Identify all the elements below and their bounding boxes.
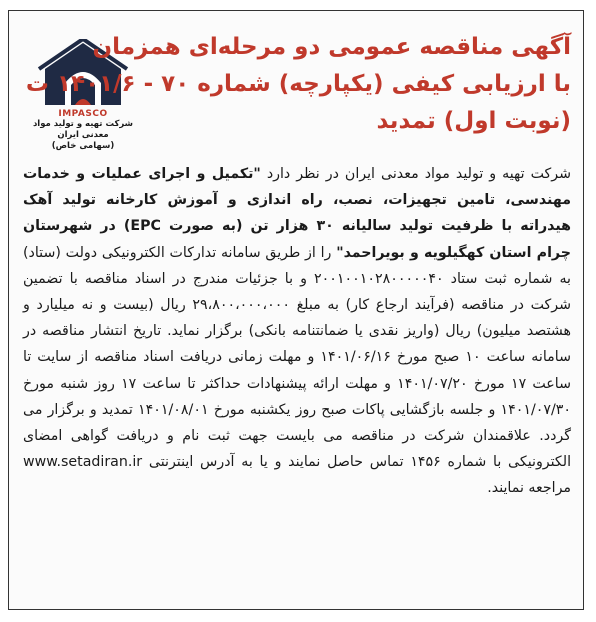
- project-title: "تکمیل و اجرای عملیات و خدمات مهندسی، تامین تجهیزات، نصب، راه اندازی و آموزش کارخانه تولید آهک هیدراته با ظرفیت تولید سالیانه ۳۰ هزار تن (به صورت EPC) در شهرستان چرام استان کهگیلویه و بویراحمد": [23, 166, 572, 261]
- body-intro: شرکت تهیه و تولید مواد معدنی ایران در نظر دارد: [260, 166, 571, 182]
- title-line-1: آگهی مناقصه عمومی دو مرحله‌ای همزمان: [92, 34, 571, 60]
- body-details: را از طریق سامانه تدارکات الکترونیکی دولت (ستاد) به شماره ثبت ستاد ۲۰۰۱۰۰۱۰۲۸۰۰۰۰۰۴۰ و با جزئیات مندرج در اسناد مناقصه با تضمین شرکت در مناقصه (فرآیند ارجاع کار) به مبلغ ۲۹،۸۰۰،۰۰۰،۰۰۰ ریال (بیست و نه میلیارد و هشتصد میلیون) ریال (واریز نقدی یا ضمانتنامه بانکی) برگزار نماید. تاریخ انتشار مناقصه در سامانه ساعت ۱۰ صبح مورخ ۱۴۰۱/۰۶/۱۶ و مهلت زمانی دریافت اسناد مناقصه از سایت تا ساعت ۱۷ مورخ ۱۴۰۱/۰۷/۲۰ و مهلت ارائه پیشنهادات حداکثر تا ساعت ۱۷ روز شنبه مورخ ۱۴۰۱/۰۷/۳۰ و جلسه بازگشایی پاکات صبح روز یکشنبه مورخ ۱۴۰۱/۰۸/۰۱ تمدید و برگزار می گردد. علاقمندان شرکت در مناقصه می بایست جهت ثبت نام و دریافت گواهی امضای الکترونیکی با شماره ۱۴۵۶ تماس حاصل نمایند و یا به آدرس اینترنتی: [23, 244, 572, 471]
- logo-company-name: شرکت تهیه و تولید مواد معدنی ایران: [32, 119, 134, 140]
- notice-header: [9, 11, 583, 151]
- body-outro: مراجعه نمایند.: [487, 480, 571, 497]
- notice-frame: [8, 10, 584, 610]
- logo-brand-text: IMPASCO: [58, 109, 108, 119]
- website-link[interactable]: www.setadiran.ir: [23, 454, 143, 471]
- title-line-2: با ارزیابی کیفی (یکپارچه) شماره ۷۰ - ۱۴۰۱/۶ ت: [25, 71, 571, 97]
- notice-paragraph: [23, 161, 571, 502]
- notice-body: [23, 161, 571, 502]
- logo-company-type: (سهامی خاص): [51, 141, 115, 151]
- title-line-3: (نوبت اول) تمدید: [376, 108, 571, 134]
